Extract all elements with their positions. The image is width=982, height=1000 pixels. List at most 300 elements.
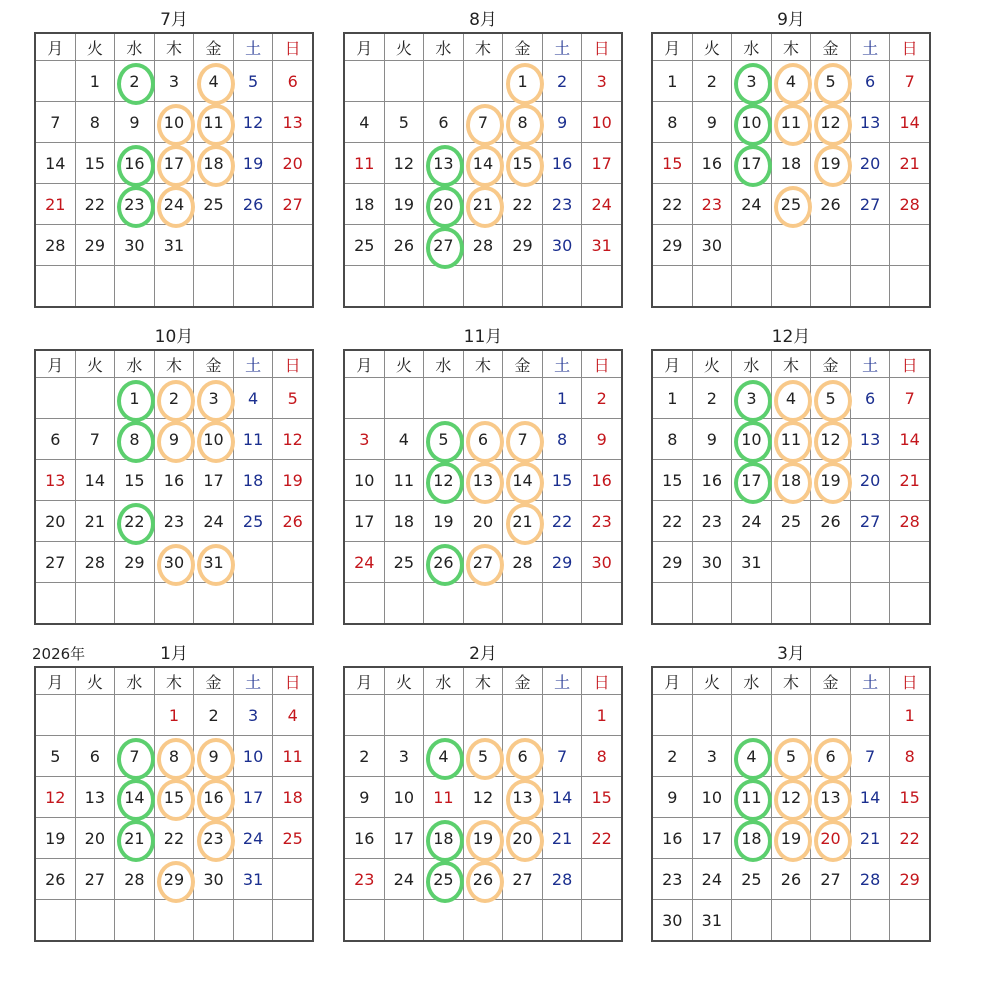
day-cell bbox=[652, 378, 692, 419]
day-cell-circled-orange bbox=[503, 419, 543, 460]
week-row bbox=[344, 900, 622, 942]
day-number: 7 bbox=[557, 746, 568, 766]
day-number: 3 bbox=[248, 705, 259, 725]
day-number: 20 bbox=[84, 828, 106, 848]
day-cell bbox=[75, 818, 115, 859]
day-cell bbox=[35, 225, 75, 266]
day-cell bbox=[850, 460, 890, 501]
empty-cell bbox=[732, 583, 772, 625]
week-row bbox=[344, 143, 622, 184]
day-number: 27 bbox=[84, 869, 106, 889]
calendar-grid bbox=[34, 32, 314, 308]
day-number: 6 bbox=[477, 429, 489, 449]
week-row bbox=[35, 102, 313, 143]
day-cell bbox=[384, 736, 424, 777]
day-number: 14 bbox=[45, 153, 66, 173]
day-number: 26 bbox=[820, 194, 841, 214]
day-cell bbox=[384, 102, 424, 143]
week-row bbox=[35, 460, 313, 501]
empty-cell bbox=[35, 583, 75, 625]
day-cell bbox=[652, 900, 692, 942]
day-number: 25 bbox=[282, 828, 303, 848]
day-number: 8 bbox=[129, 429, 140, 449]
day-cell bbox=[344, 460, 384, 501]
weekday-header: 水 bbox=[424, 33, 464, 61]
day-number: 26 bbox=[45, 869, 66, 889]
day-number: 26 bbox=[433, 552, 454, 572]
day-number: 14 bbox=[859, 787, 881, 807]
empty-cell bbox=[194, 900, 234, 942]
day-number: 30 bbox=[701, 235, 723, 255]
day-cell-circled-green bbox=[732, 61, 772, 102]
day-cell bbox=[582, 695, 622, 736]
week-row bbox=[652, 460, 930, 501]
day-cell bbox=[692, 501, 732, 542]
day-cell bbox=[542, 501, 582, 542]
day-number: 21 bbox=[84, 511, 106, 531]
day-number: 6 bbox=[89, 746, 100, 766]
day-cell bbox=[463, 501, 503, 542]
day-number: 25 bbox=[780, 194, 802, 214]
day-number: 7 bbox=[477, 112, 489, 132]
day-number: 16 bbox=[163, 470, 185, 490]
day-number: 12 bbox=[45, 787, 66, 807]
day-cell-circled-orange bbox=[503, 736, 543, 777]
day-number: 1 bbox=[904, 705, 915, 725]
week-row bbox=[344, 378, 622, 419]
empty-cell bbox=[424, 61, 464, 102]
day-number: 11 bbox=[780, 429, 802, 449]
week-row bbox=[35, 736, 313, 777]
day-cell bbox=[35, 460, 75, 501]
day-number: 30 bbox=[551, 235, 573, 255]
day-number: 27 bbox=[859, 194, 881, 214]
day-number: 15 bbox=[84, 153, 106, 173]
weekday-header-row bbox=[652, 350, 930, 378]
empty-cell bbox=[890, 225, 930, 266]
day-cell bbox=[35, 143, 75, 184]
day-number: 9 bbox=[557, 112, 568, 132]
day-cell-circled-orange bbox=[771, 460, 811, 501]
day-number: 17 bbox=[701, 828, 723, 848]
day-number: 13 bbox=[512, 787, 533, 807]
day-cell bbox=[890, 102, 930, 143]
day-cell bbox=[273, 818, 313, 859]
day-cell bbox=[811, 184, 851, 225]
day-number: 8 bbox=[517, 112, 528, 132]
day-number: 31 bbox=[591, 235, 612, 255]
day-number: 30 bbox=[591, 552, 612, 572]
week-row bbox=[35, 542, 313, 583]
day-number: 16 bbox=[591, 470, 612, 490]
weekday-header: 火 bbox=[384, 350, 424, 378]
empty-cell bbox=[233, 542, 273, 583]
day-number: 14 bbox=[551, 787, 573, 807]
day-number: 16 bbox=[124, 153, 145, 173]
day-cell bbox=[811, 859, 851, 900]
week-row bbox=[652, 542, 930, 583]
day-number: 28 bbox=[859, 869, 881, 889]
day-number: 10 bbox=[354, 470, 375, 490]
month-title: 9月 bbox=[777, 10, 805, 30]
week-row bbox=[652, 419, 930, 460]
day-number: 20 bbox=[472, 511, 494, 531]
day-number: 12 bbox=[282, 429, 303, 449]
day-cell-circled-orange bbox=[194, 102, 234, 143]
day-cell bbox=[850, 501, 890, 542]
day-cell bbox=[850, 61, 890, 102]
day-number: 23 bbox=[551, 194, 573, 214]
month-title: 11月 bbox=[463, 327, 503, 347]
week-row bbox=[344, 583, 622, 625]
empty-cell bbox=[384, 695, 424, 736]
day-number: 28 bbox=[124, 869, 145, 889]
day-cell bbox=[542, 419, 582, 460]
weekday-header: 木 bbox=[154, 667, 194, 695]
day-cell bbox=[384, 777, 424, 818]
empty-cell bbox=[424, 266, 464, 308]
day-cell-circled-orange bbox=[194, 777, 234, 818]
week-row bbox=[652, 225, 930, 266]
weekday-header-row bbox=[344, 350, 622, 378]
weekday-header: 木 bbox=[463, 667, 503, 695]
day-number: 2 bbox=[168, 388, 180, 408]
day-cell bbox=[692, 184, 732, 225]
weekday-header: 月 bbox=[344, 350, 384, 378]
day-cell bbox=[35, 818, 75, 859]
day-cell bbox=[154, 695, 194, 736]
empty-cell bbox=[582, 859, 622, 900]
day-number: 15 bbox=[124, 470, 145, 490]
day-number: 12 bbox=[820, 112, 841, 132]
week-row bbox=[652, 900, 930, 942]
empty-cell bbox=[344, 61, 384, 102]
empty-cell bbox=[542, 583, 582, 625]
weekday-header: 木 bbox=[771, 667, 811, 695]
calendar-grid bbox=[651, 349, 931, 625]
weekday-header: 火 bbox=[692, 350, 732, 378]
day-cell bbox=[890, 695, 930, 736]
day-cell bbox=[75, 460, 115, 501]
day-cell bbox=[75, 777, 115, 818]
week-row bbox=[652, 777, 930, 818]
day-cell bbox=[692, 378, 732, 419]
weekday-header: 土 bbox=[850, 33, 890, 61]
day-cell bbox=[154, 818, 194, 859]
day-number: 10 bbox=[741, 112, 762, 132]
empty-cell bbox=[652, 695, 692, 736]
day-cell bbox=[692, 818, 732, 859]
day-number: 1 bbox=[557, 388, 568, 408]
day-cell bbox=[850, 818, 890, 859]
day-cell bbox=[732, 859, 772, 900]
day-number: 12 bbox=[472, 787, 494, 807]
day-cell bbox=[582, 225, 622, 266]
week-row bbox=[344, 184, 622, 225]
day-number: 20 bbox=[820, 828, 841, 848]
day-cell bbox=[233, 777, 273, 818]
day-cell bbox=[652, 736, 692, 777]
day-cell bbox=[424, 501, 464, 542]
day-number: 22 bbox=[84, 194, 106, 214]
month-title: 7月 bbox=[160, 10, 188, 30]
day-number: 26 bbox=[242, 194, 264, 214]
week-row bbox=[344, 501, 622, 542]
day-number: 8 bbox=[557, 429, 568, 449]
day-number: 25 bbox=[433, 869, 454, 889]
day-number: 6 bbox=[517, 746, 528, 766]
day-cell bbox=[582, 542, 622, 583]
day-number: 10 bbox=[393, 787, 415, 807]
weekday-header: 水 bbox=[732, 350, 772, 378]
empty-cell bbox=[273, 542, 313, 583]
week-row bbox=[652, 102, 930, 143]
day-number: 5 bbox=[825, 71, 836, 91]
day-cell-circled-orange bbox=[463, 818, 503, 859]
day-cell bbox=[35, 777, 75, 818]
day-cell bbox=[384, 225, 424, 266]
day-cell-circled-orange bbox=[811, 378, 851, 419]
day-cell-circled-orange bbox=[194, 61, 234, 102]
empty-cell bbox=[850, 542, 890, 583]
day-number: 14 bbox=[472, 153, 494, 173]
day-cell bbox=[115, 460, 155, 501]
day-number: 5 bbox=[785, 746, 797, 766]
day-number: 31 bbox=[242, 869, 264, 889]
week-row bbox=[652, 859, 930, 900]
day-number: 5 bbox=[438, 429, 449, 449]
day-number: 1 bbox=[667, 71, 678, 91]
weekday-header: 水 bbox=[424, 350, 464, 378]
week-row bbox=[35, 900, 313, 942]
day-cell bbox=[652, 818, 692, 859]
day-cell-circled-green bbox=[115, 378, 155, 419]
day-cell-circled-green bbox=[732, 102, 772, 143]
day-number: 1 bbox=[667, 388, 678, 408]
day-number: 6 bbox=[825, 746, 836, 766]
weekday-header-row bbox=[344, 33, 622, 61]
empty-cell bbox=[463, 378, 503, 419]
weekday-header-row bbox=[652, 667, 930, 695]
weekday-header: 土 bbox=[542, 350, 582, 378]
day-number: 18 bbox=[780, 153, 802, 173]
day-number: 24 bbox=[242, 828, 264, 848]
day-cell bbox=[344, 143, 384, 184]
day-number: 9 bbox=[129, 112, 140, 132]
empty-cell bbox=[273, 859, 313, 900]
day-number: 8 bbox=[904, 746, 915, 766]
day-number: 28 bbox=[472, 235, 494, 255]
week-row bbox=[344, 61, 622, 102]
day-cell bbox=[652, 143, 692, 184]
day-number: 23 bbox=[701, 194, 723, 214]
day-number: 19 bbox=[282, 470, 303, 490]
day-number: 27 bbox=[282, 194, 303, 214]
day-cell bbox=[273, 419, 313, 460]
day-cell bbox=[424, 102, 464, 143]
calendar-grid bbox=[34, 666, 314, 942]
day-cell bbox=[75, 102, 115, 143]
empty-cell bbox=[194, 225, 234, 266]
week-row bbox=[344, 818, 622, 859]
day-cell bbox=[652, 501, 692, 542]
calendar-grid bbox=[651, 666, 931, 942]
day-cell-circled-orange bbox=[503, 61, 543, 102]
day-cell bbox=[890, 736, 930, 777]
day-cell-circled-orange bbox=[154, 378, 194, 419]
empty-cell bbox=[463, 695, 503, 736]
day-number: 9 bbox=[667, 787, 678, 807]
empty-cell bbox=[154, 900, 194, 942]
empty-cell bbox=[732, 695, 772, 736]
empty-cell bbox=[384, 61, 424, 102]
day-number: 27 bbox=[45, 552, 66, 572]
empty-cell bbox=[692, 266, 732, 308]
week-row bbox=[344, 266, 622, 308]
day-cell bbox=[233, 859, 273, 900]
day-number: 9 bbox=[208, 746, 219, 766]
day-cell-circled-orange bbox=[194, 378, 234, 419]
day-cell bbox=[273, 695, 313, 736]
day-cell bbox=[692, 859, 732, 900]
empty-cell bbox=[811, 583, 851, 625]
day-cell-circled-green bbox=[732, 460, 772, 501]
day-number: 4 bbox=[785, 388, 797, 408]
day-number: 22 bbox=[124, 511, 145, 531]
week-row bbox=[35, 225, 313, 266]
day-cell-circled-green bbox=[424, 419, 464, 460]
day-cell bbox=[890, 777, 930, 818]
day-cell bbox=[652, 460, 692, 501]
empty-cell bbox=[233, 225, 273, 266]
week-row bbox=[35, 61, 313, 102]
day-cell bbox=[35, 736, 75, 777]
day-cell bbox=[652, 419, 692, 460]
day-cell bbox=[582, 143, 622, 184]
day-number: 9 bbox=[168, 429, 180, 449]
day-number: 27 bbox=[512, 869, 533, 889]
day-cell-circled-orange bbox=[503, 460, 543, 501]
day-cell bbox=[542, 859, 582, 900]
day-cell-circled-green bbox=[424, 542, 464, 583]
day-cell bbox=[384, 419, 424, 460]
day-number: 13 bbox=[820, 787, 841, 807]
day-cell bbox=[233, 143, 273, 184]
day-cell-circled-orange bbox=[154, 859, 194, 900]
day-number: 2 bbox=[208, 705, 219, 725]
weekday-header: 月 bbox=[35, 350, 75, 378]
empty-cell bbox=[154, 583, 194, 625]
day-number: 28 bbox=[45, 235, 66, 255]
day-number: 31 bbox=[203, 552, 224, 572]
week-row bbox=[344, 777, 622, 818]
day-cell bbox=[692, 61, 732, 102]
day-cell bbox=[273, 184, 313, 225]
day-number: 7 bbox=[904, 388, 915, 408]
empty-cell bbox=[811, 225, 851, 266]
empty-cell bbox=[35, 378, 75, 419]
day-number: 1 bbox=[517, 71, 528, 91]
empty-cell bbox=[542, 900, 582, 942]
day-cell bbox=[384, 184, 424, 225]
weekday-header: 金 bbox=[503, 350, 543, 378]
day-number: 22 bbox=[551, 511, 573, 531]
day-number: 8 bbox=[596, 746, 607, 766]
empty-cell bbox=[115, 583, 155, 625]
day-number: 27 bbox=[859, 511, 881, 531]
week-row bbox=[652, 501, 930, 542]
day-number: 16 bbox=[701, 153, 723, 173]
day-number: 17 bbox=[242, 787, 264, 807]
day-cell bbox=[344, 184, 384, 225]
day-number: 2 bbox=[359, 746, 370, 766]
day-cell-circled-orange bbox=[503, 143, 543, 184]
day-cell bbox=[732, 184, 772, 225]
empty-cell bbox=[890, 266, 930, 308]
day-cell bbox=[890, 859, 930, 900]
day-number: 19 bbox=[242, 153, 264, 173]
day-cell-circled-orange bbox=[811, 818, 851, 859]
empty-cell bbox=[582, 266, 622, 308]
day-number: 18 bbox=[433, 828, 454, 848]
day-number: 17 bbox=[741, 153, 762, 173]
day-cell-circled-orange bbox=[811, 61, 851, 102]
weekday-header: 月 bbox=[344, 33, 384, 61]
calendar-grid bbox=[343, 349, 623, 625]
day-number: 19 bbox=[393, 194, 415, 214]
day-cell-circled-green bbox=[424, 184, 464, 225]
day-cell bbox=[771, 143, 811, 184]
day-cell bbox=[850, 859, 890, 900]
day-number: 7 bbox=[865, 746, 876, 766]
day-number: 2 bbox=[129, 71, 140, 91]
empty-cell bbox=[75, 583, 115, 625]
empty-cell bbox=[35, 695, 75, 736]
day-number: 1 bbox=[596, 705, 607, 725]
weekday-header: 木 bbox=[154, 350, 194, 378]
empty-cell bbox=[75, 266, 115, 308]
day-number: 30 bbox=[662, 910, 683, 930]
day-cell-circled-orange bbox=[154, 419, 194, 460]
empty-cell bbox=[890, 542, 930, 583]
day-number: 10 bbox=[242, 746, 264, 766]
day-cell bbox=[75, 542, 115, 583]
day-number: 8 bbox=[667, 429, 678, 449]
day-cell bbox=[35, 542, 75, 583]
day-number: 15 bbox=[551, 470, 573, 490]
day-number: 2 bbox=[557, 71, 568, 91]
day-number: 24 bbox=[591, 194, 612, 214]
empty-cell bbox=[850, 695, 890, 736]
day-cell bbox=[652, 542, 692, 583]
day-cell bbox=[692, 542, 732, 583]
day-cell bbox=[273, 460, 313, 501]
day-cell-circled-green bbox=[115, 818, 155, 859]
day-cell bbox=[890, 818, 930, 859]
day-cell bbox=[692, 736, 732, 777]
day-cell-circled-green bbox=[424, 460, 464, 501]
day-cell bbox=[542, 460, 582, 501]
day-number: 6 bbox=[438, 112, 449, 132]
weekday-header: 水 bbox=[732, 667, 772, 695]
day-cell bbox=[582, 419, 622, 460]
day-number: 4 bbox=[208, 71, 219, 91]
weekday-header: 月 bbox=[652, 33, 692, 61]
day-number: 26 bbox=[820, 511, 841, 531]
day-cell bbox=[890, 143, 930, 184]
day-cell bbox=[582, 460, 622, 501]
day-number: 28 bbox=[512, 552, 533, 572]
